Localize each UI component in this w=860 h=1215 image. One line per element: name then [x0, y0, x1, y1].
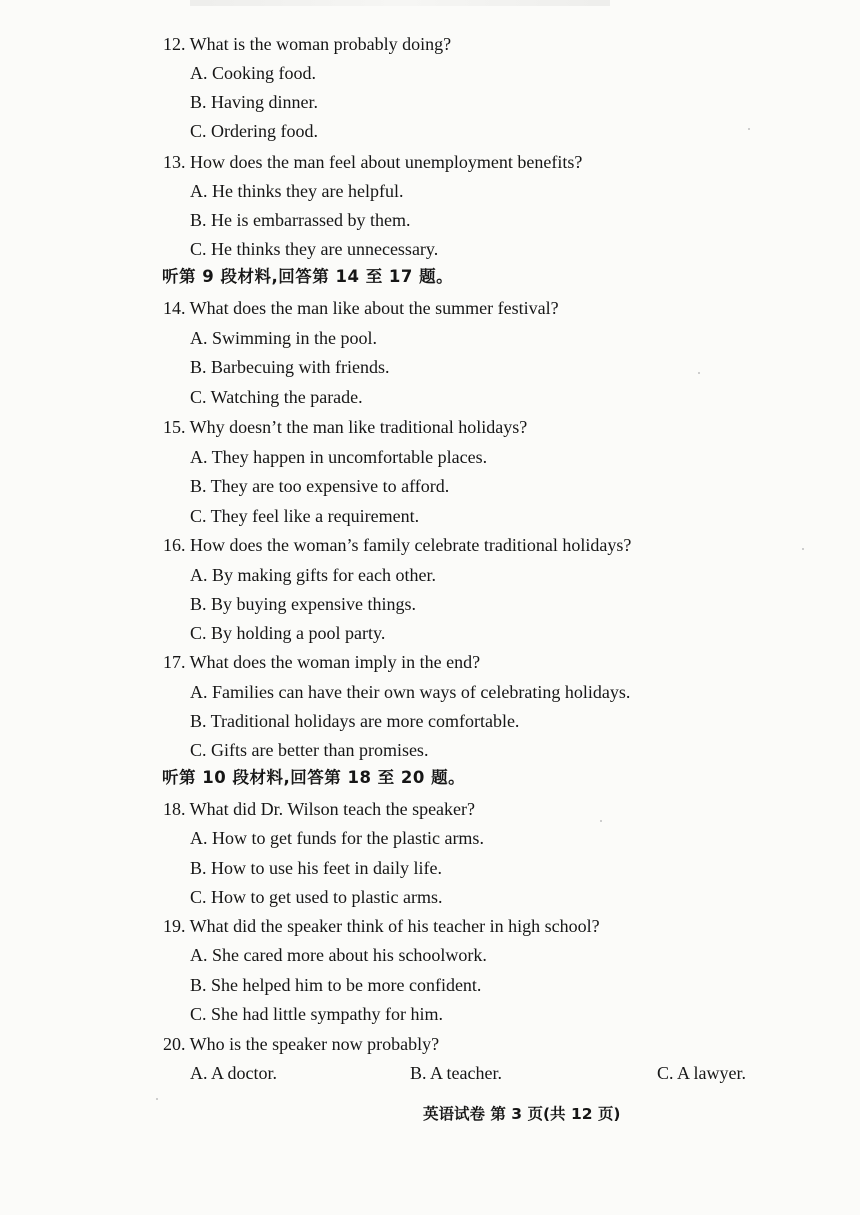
scan-speck [698, 372, 700, 374]
scan-artifact [190, 0, 610, 6]
scan-speck [156, 1098, 158, 1100]
question-14-stem: 14. What does the man like about the summer festival? [163, 298, 559, 318]
question-19-option-a: A. She cared more about his schoolwork. [190, 945, 487, 965]
question-19-option-c: C. She had little sympathy for him. [190, 1004, 443, 1024]
question-18-option-a: A. How to get funds for the plastic arms. [190, 828, 484, 848]
question-13-option-c: C. He thinks they are unnecessary. [190, 239, 439, 259]
question-18-option-c: C. How to get used to plastic arms. [190, 887, 443, 907]
question-12-option-a: A. Cooking food. [190, 63, 316, 83]
question-16-option-c: C. By holding a pool party. [190, 623, 386, 643]
question-13-option-a: A. He thinks they are helpful. [190, 181, 404, 201]
section-9-instruction: 听第 9 段材料,回答第 14 至 17 题。 [162, 267, 454, 286]
page-footer: 英语试卷 第 3 页(共 12 页) [423, 1105, 621, 1123]
question-20-option-c: C. A lawyer. [657, 1063, 746, 1083]
question-17-stem: 17. What does the woman imply in the end? [163, 652, 481, 672]
question-15-option-a: A. They happen in uncomfortable places. [190, 447, 488, 467]
question-14-option-a: A. Swimming in the pool. [190, 328, 378, 348]
question-17-option-c: C. Gifts are better than promises. [190, 740, 429, 760]
question-16-option-a: A. By making gifts for each other. [190, 565, 436, 585]
question-20-option-a: A. A doctor. [190, 1063, 278, 1083]
question-20-stem: 20. Who is the speaker now probably? [163, 1034, 440, 1054]
question-19-option-b: B. She helped him to be more confident. [190, 975, 482, 995]
section-10-instruction: 听第 10 段材料,回答第 18 至 20 题。 [162, 768, 466, 787]
scan-speck [748, 128, 750, 130]
question-16-stem: 16. How does the woman’s family celebrate traditional holidays? [163, 535, 632, 555]
question-15-stem: 15. Why doesn’t the man like traditional holidays? [163, 417, 528, 437]
question-18-stem: 18. What did Dr. Wilson teach the speaker? [163, 799, 476, 819]
question-12-option-b: B. Having dinner. [190, 92, 318, 112]
question-13-option-b: B. He is embarrassed by them. [190, 210, 411, 230]
question-20-option-b: B. A teacher. [410, 1063, 502, 1083]
question-18-option-b: B. How to use his feet in daily life. [190, 858, 442, 878]
question-17-option-a: A. Families can have their own ways of celebrating holidays. [190, 682, 631, 702]
question-15-option-c: C. They feel like a requirement. [190, 506, 420, 526]
question-15-option-b: B. They are too expensive to afford. [190, 476, 450, 496]
question-17-option-b: B. Traditional holidays are more comfortable. [190, 711, 520, 731]
question-13-stem: 13. How does the man feel about unemployment benefits? [163, 152, 583, 172]
question-12-stem: 12. What is the woman probably doing? [163, 34, 452, 54]
question-12-option-c: C. Ordering food. [190, 121, 318, 141]
question-14-option-c: C. Watching the parade. [190, 387, 363, 407]
question-14-option-b: B. Barbecuing with friends. [190, 357, 390, 377]
scan-speck [600, 820, 602, 822]
question-16-option-b: B. By buying expensive things. [190, 594, 416, 614]
scan-speck [802, 548, 804, 550]
question-19-stem: 19. What did the speaker think of his teacher in high school? [163, 916, 600, 936]
